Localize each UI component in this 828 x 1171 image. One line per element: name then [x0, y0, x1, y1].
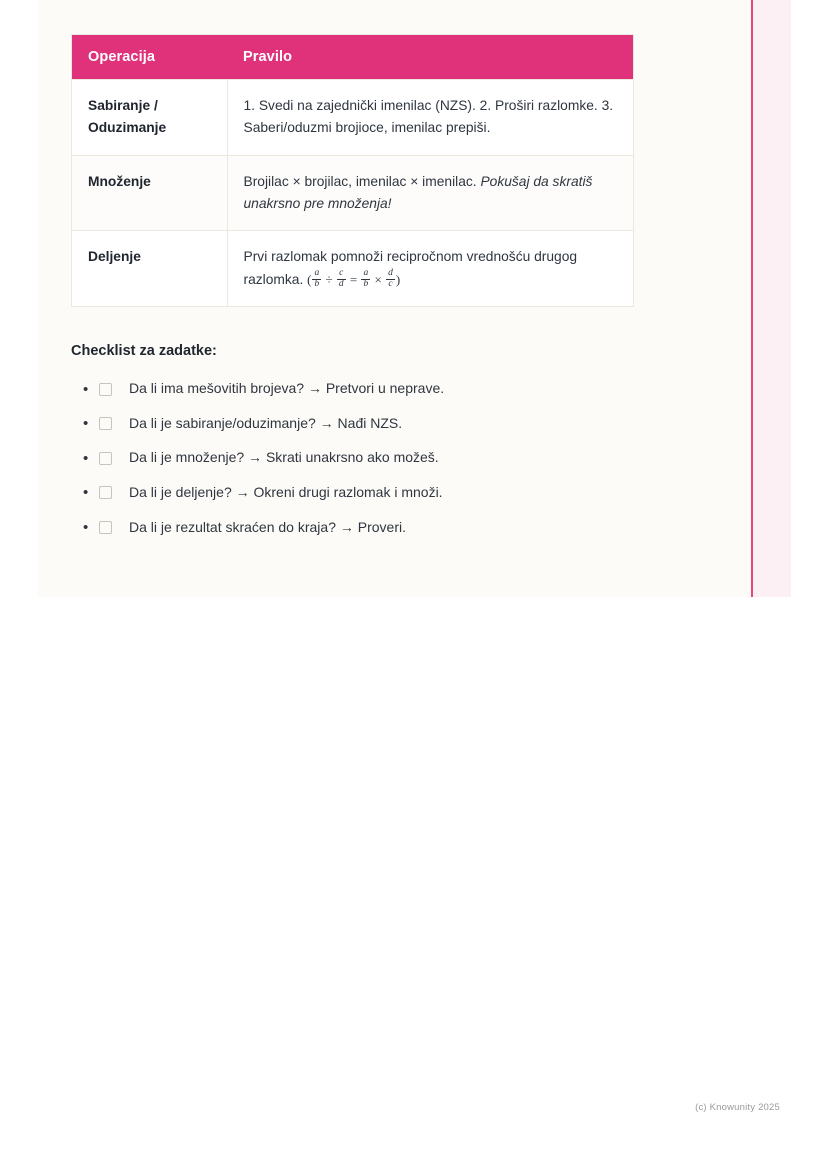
bullet-icon: •	[83, 449, 89, 467]
fraction-c-over-d: $\frac{c}{d}$	[338, 268, 344, 290]
table-row	[72, 155, 634, 231]
list-item[interactable]	[83, 448, 634, 468]
table-row	[72, 231, 634, 307]
checkbox-icon[interactable]	[99, 486, 112, 499]
cell-operation: Množenje	[72, 155, 228, 231]
list-item-label: Da li je sabiranje/oduzimanje? → Nađi NZS.	[129, 414, 403, 431]
checkbox-icon[interactable]	[99, 383, 112, 396]
cell-operation: Sabiranje / Oduzimanje	[72, 80, 228, 156]
rule-text-plain: Prvi razlomak pomnoži recipročnom vrednošću drugog razlomka.	[243, 249, 578, 287]
table-header	[72, 35, 634, 80]
list-item-label: Da li ima mešovitih brojeva? → Pretvori u neprave.	[129, 380, 445, 397]
footer-copyright: (c) Knowunity 2025	[695, 1102, 780, 1113]
page-accent-rail	[751, 0, 791, 597]
table-row	[72, 80, 634, 156]
checklist-heading: Checklist za zadatke:	[71, 343, 217, 360]
cell-rule	[227, 155, 634, 231]
column-header-operation: Operacija	[72, 35, 228, 80]
fraction-a-over-b-2: $\frac{a}{b}$	[363, 268, 369, 290]
cell-rule	[227, 231, 634, 307]
list-item[interactable]	[83, 379, 634, 399]
content-card	[38, 0, 791, 597]
list-item[interactable]	[83, 414, 634, 434]
division-formula: ( $\frac{a}{b}$ ÷ $\frac{c}{d}$ = $\frac{a}{b}$ × $\frac{d}{c}$ )	[307, 268, 401, 290]
bullet-icon: •	[83, 518, 89, 536]
bullet-icon: •	[83, 415, 89, 433]
fraction-a-over-b: $\frac{a}{b}$	[314, 268, 320, 290]
fraction-d-over-c: $\frac{d}{c}$	[388, 268, 393, 290]
list-item-label: Da li je množenje? → Skrati unakrsno ako možeš.	[129, 449, 439, 466]
checklist	[71, 379, 634, 537]
cell-rule: 1. Svedi na zajednički imenilac (NZS). 2. Proširi razlomke. 3. Saberi/oduzmi brojioce, imenilac prepiši.	[227, 80, 634, 156]
rule-text-plain: Brojilac × brojilac, imenilac × imenilac.	[243, 173, 481, 189]
checkbox-icon[interactable]	[99, 452, 112, 465]
list-item[interactable]	[83, 483, 634, 503]
bullet-icon: •	[83, 484, 89, 502]
list-item-label: Da li je deljenje? → Okreni drugi razlomak i množi.	[129, 483, 443, 500]
list-item-label: Da li je rezultat skraćen do kraja? → Proveri.	[129, 518, 406, 535]
table-body	[72, 80, 634, 307]
bullet-icon: •	[83, 380, 89, 398]
list-item[interactable]	[83, 518, 634, 538]
rules-table	[71, 34, 634, 307]
rule-text-italic: Pokušaj da skratiš unakrsno pre množenja!	[243, 173, 593, 212]
checkbox-icon[interactable]	[99, 521, 112, 534]
cell-operation: Deljenje	[72, 231, 228, 307]
table-header-row	[72, 35, 634, 80]
content-body	[71, 34, 634, 552]
checkbox-icon[interactable]	[99, 417, 112, 430]
column-header-rule: Pravilo	[227, 35, 634, 80]
